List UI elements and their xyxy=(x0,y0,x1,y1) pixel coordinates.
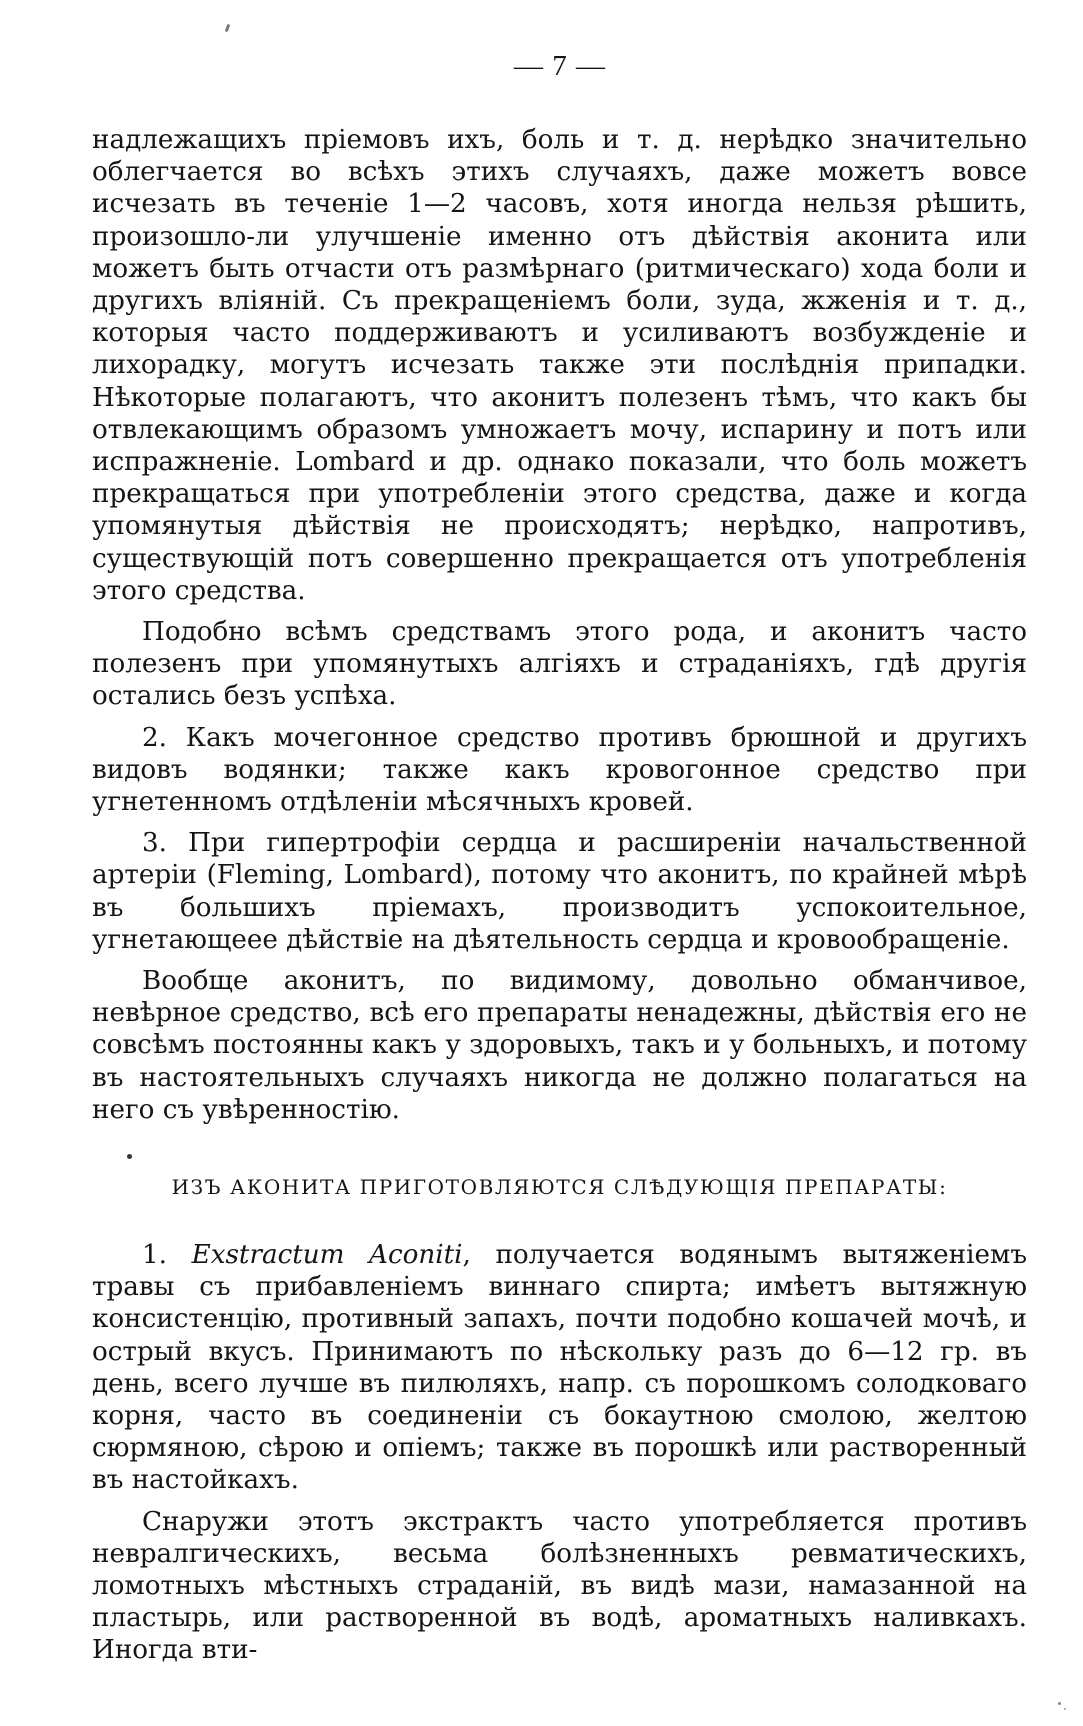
main-text xyxy=(92,124,1027,1126)
preparation-number: 1. xyxy=(142,1240,167,1270)
print-speck xyxy=(1064,1708,1066,1710)
print-speck xyxy=(127,1154,132,1159)
preparations-text xyxy=(92,1239,1027,1667)
paragraph-external-use: Снаружи этотъ экстрактъ часто употребляется противъ невралгическихъ, весьма болѣзненныхъ ревматическихъ, ломотныхъ мѣстныхъ страданій, въ видѣ мази, намазанной на пластырь, или растворенной въ водѣ, ароматныхъ наливкахъ. Иногда вти- xyxy=(92,1506,1027,1666)
page-number: — 7 — xyxy=(514,50,606,82)
preparation-latin-title: Exstractum Aconiti xyxy=(191,1240,463,1270)
section-heading: ИЗЪ АКОНИТА ПРИГОТОВЛЯЮТСЯ СЛѢДУЮЩІЯ ПРЕПАРАТЫ: xyxy=(171,1175,948,1199)
paragraph-continuation: надлежащихъ пріемовъ ихъ, боль и т. д. нерѣдко значительно облегчается во всѣхъ этихъ случаяхъ, даже можетъ вовсе исчезать въ теченіе 1—2 часовъ, хотя иногда нельзя рѣшить, произошло-ли улучшеніе именно отъ дѣйствія аконита или можетъ быть отчасти отъ размѣрнаго (ритмическаго) хода боли и другихъ вліяній. Съ прекращеніемъ боли, зуда, жженія и т. д., которыя часто поддерживаютъ и усиливаютъ возбужденіе и лихорадку, могутъ исчезать также эти послѣднія припадки. Нѣкоторые полагаютъ, что аконитъ полезенъ тѣмъ, что какъ бы отвлекающимъ образомъ умножаетъ мочу, испарину и потъ или испражненіе. Lombard и др. однако показали, что боль можетъ прекращаться при употребленіи этого средства, даже и когда упомянутыя дѣйствія не происходятъ; нерѣдко, напротивъ, существующій потъ совершенно прекращается отъ употребленія этого средства. xyxy=(92,125,1027,606)
paragraph-algias: Подобно всѣмъ средствамъ этого рода, и аконитъ часто полезенъ при упомянутыхъ алгіяхъ и страданіяхъ, гдѣ другія остались безъ успѣха. xyxy=(92,617,1027,712)
preparation-description: , получается водянымъ вытяженіемъ травы съ прибавленіемъ виннаго спирта; имѣетъ вытяжную консистенцію, противный запахъ, почти подобно кошачей мочѣ, и острый вкусъ. Принимаютъ по нѣскольку разъ до 6—12 гр. въ день, всего лучше въ пилюляхъ, напр. съ порошкомъ солодковаго корня, часто въ соединеніи съ бокаутною смолою, желтою сюрмяною, сѣрою и опіемъ; также въ порошкѣ или растворенный въ настойкахъ. xyxy=(92,1240,1027,1496)
print-speck xyxy=(225,24,231,33)
paragraph-item-2: 2. Какъ мочегонное средство противъ брюшной и другихъ видовъ водянки; также какъ кровогонное средство при угнетенномъ отдѣленіи мѣсячныхъ кровей. xyxy=(92,722,1027,818)
preparation-1 xyxy=(92,1239,1027,1497)
print-speck xyxy=(1058,1702,1061,1705)
paragraph-general: Вообще аконитъ, по видимому, довольно обманчивое, невѣрное средство, всѣ его препараты ненадежны, дѣйствія его не совсѣмъ постоянны какъ у здоровыхъ, такъ и у больныхъ, и потому въ настоятельныхъ случаяхъ никогда не должно полагаться на него съ увѣренностію. xyxy=(92,966,1027,1125)
paragraph-item-3: 3. При гипертрофіи сердца и расширеніи начальственной артеріи (Fleming, Lombard), потому что аконитъ, по крайней мѣрѣ въ большихъ пріемахъ, производитъ успокоительное, угнетающееe дѣйствіе на дѣятельность сердца и кровообращеніе. xyxy=(92,828,1027,955)
